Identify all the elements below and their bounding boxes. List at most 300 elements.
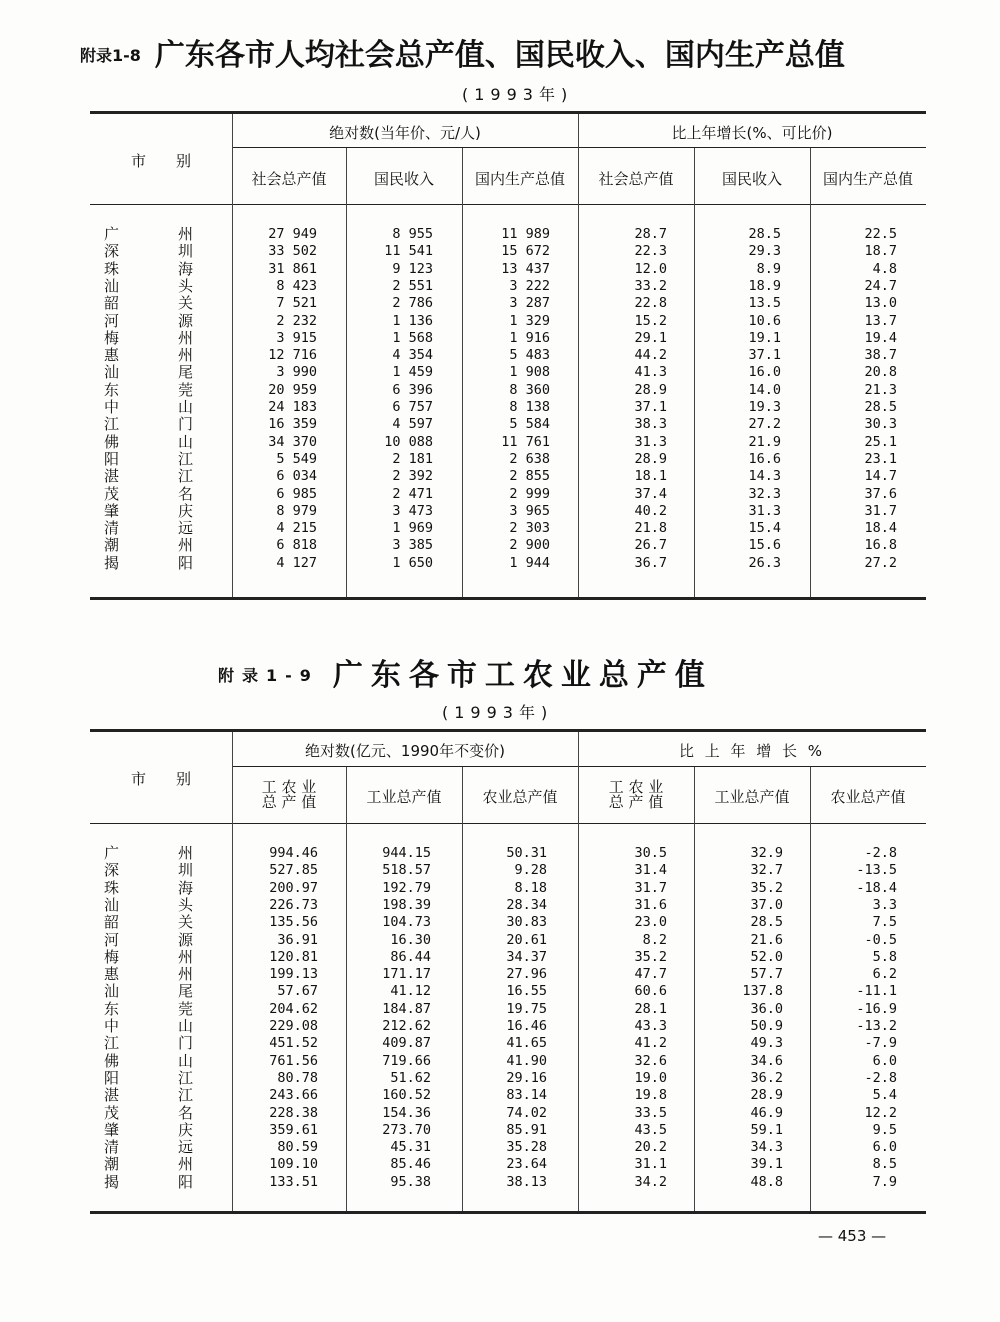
table-cell: 16 359 [268,416,317,433]
table-cell: 4 354 [392,347,433,364]
table-cell: 37.0 [750,896,783,913]
city-name-char1: 深 [104,242,120,261]
table-cell: 5.8 [872,948,897,965]
table-cell: 31.3 [748,502,781,519]
table-row [0,1174,1000,1191]
table2-group2-header: 比 上 年 增 长 % [678,742,826,760]
city-name-char2: 关 [178,294,194,313]
table-cell: 3 915 [276,329,317,346]
table-cell: 3 473 [392,502,433,519]
city-name-char1: 东 [104,380,120,399]
city-name-char1: 佛 [104,432,120,451]
table-cell: 41.90 [506,1052,547,1069]
table2-body [0,845,1000,1205]
table-cell: 198.39 [382,896,431,913]
table-row [0,914,1000,931]
city-name-char1: 清 [104,519,120,538]
table-cell: 6 985 [276,485,317,502]
table1-subtitle: (1993年) [462,85,574,104]
table-cell: 19.1 [748,329,781,346]
table-cell: 95.38 [390,1173,431,1190]
table-cell: 761.56 [269,1052,318,1069]
city-name-char1: 汕 [104,895,120,914]
table-cell: -13.2 [856,1018,897,1034]
table-cell: 199.13 [269,966,318,983]
table-cell: 104.73 [382,914,431,931]
table-row [0,1018,1000,1035]
table-cell: 22.5 [864,226,897,242]
table-cell: 5 584 [509,416,550,433]
city-name-char1: 韶 [104,913,120,932]
table-cell: 38.13 [506,1173,547,1190]
table-cell: 35.2 [750,879,783,896]
table-cell: 518.57 [382,862,431,879]
table-cell: 30.83 [506,914,547,931]
table-cell: 20.8 [864,364,897,381]
city-name-char2: 江 [178,1068,194,1087]
table2-col-header: 工业总产值 [366,788,442,806]
table-row [0,862,1000,879]
city-name-char2: 源 [178,311,194,330]
table1-city-header: 市 别 [130,152,191,170]
city-name-char1: 惠 [104,346,120,365]
table-row [0,382,1000,399]
table-cell: 45.31 [390,1139,431,1156]
table-cell: 2 855 [509,468,550,485]
table-cell: 31.6 [634,896,667,913]
table-cell: 154.36 [382,1104,431,1121]
table-cell: 7 521 [276,295,317,312]
table-cell: 2 392 [392,468,433,485]
table-cell: 19.0 [634,1069,667,1086]
table-cell: 228.38 [269,1104,318,1121]
table-cell: 28.34 [506,896,547,913]
city-name-char2: 莞 [178,999,194,1018]
table1-body [0,226,1000,586]
city-name-char2: 州 [178,844,194,862]
table-cell: 4 127 [276,554,317,571]
city-name-char2: 名 [178,484,194,503]
table-cell: 137.8 [742,983,783,1000]
table-cell: 1 916 [509,329,550,346]
city-name-char1: 佛 [104,1051,120,1070]
table-cell: 32.3 [748,485,781,502]
table-cell: 226.73 [269,896,318,913]
table2-bottom-rule [90,1211,926,1214]
table-cell: 19.3 [748,399,781,415]
city-name-char2: 阳 [178,553,194,572]
city-name-char2: 头 [178,276,194,295]
table-cell: -2.8 [864,845,897,861]
table-cell: 36.2 [750,1069,783,1086]
table-cell: 22.8 [634,295,667,312]
table2-group-rule [232,766,926,767]
table-cell: 33 502 [268,243,317,260]
table-cell: 31 861 [268,260,317,277]
city-name-char1: 河 [104,311,120,330]
table-cell: 11 989 [501,226,550,242]
table-cell: 34.2 [634,1173,667,1190]
city-name-char1: 阳 [104,1068,120,1087]
city-name-char1: 茂 [104,1103,120,1122]
table-row [0,364,1000,381]
city-name-char2: 远 [178,519,194,538]
city-name-char2: 州 [178,346,194,365]
table-cell: 6 034 [276,468,317,485]
table-cell: 12 716 [268,347,317,364]
table-cell: 35.2 [634,948,667,965]
city-name-char1: 东 [104,999,120,1018]
table-cell: 28.9 [750,1087,783,1104]
table-cell: 21.3 [864,381,897,398]
table-cell: 47.7 [634,966,667,983]
table-row [0,897,1000,914]
table-cell: 19.4 [864,329,897,346]
table-cell: 451.52 [269,1035,318,1052]
table-cell: 31.3 [634,433,667,450]
table-cell: 13 437 [501,260,550,277]
table-cell: -16.9 [856,1000,897,1017]
city-name-char1: 肇 [104,501,120,520]
table-cell: 4 215 [276,520,317,537]
table-row [0,1001,1000,1018]
table-cell: 86.44 [390,948,431,965]
city-name-char1: 汕 [104,982,120,1001]
table-row [0,966,1000,983]
table-cell: 171.17 [382,966,431,983]
city-name-char2: 门 [178,1034,194,1053]
city-name-char1: 潮 [104,536,120,555]
table-cell: 31.4 [634,862,667,879]
city-name-char1: 惠 [104,965,120,984]
table-cell: 43.3 [634,1018,667,1034]
city-name-char2: 山 [178,1017,194,1035]
table-cell: 10 088 [384,433,433,450]
city-name-char2: 尾 [178,982,194,1001]
city-name-char1: 清 [104,1138,120,1157]
table2-col-header-stacked [232,780,346,810]
table-cell: 3 965 [509,502,550,519]
table-cell: 409.87 [382,1035,431,1052]
city-name-char2: 阳 [178,1172,194,1191]
city-name-char2: 门 [178,415,194,434]
city-name-char1: 深 [104,861,120,880]
table-cell: 2 638 [509,450,550,467]
table-cell: 4.8 [872,260,897,277]
table-row [0,451,1000,468]
table-cell: 34 370 [268,433,317,450]
table1-prefix: 附录1-8 [80,46,141,65]
table-cell: 14.3 [748,468,781,485]
table-cell: 41.3 [634,364,667,381]
city-name-char1: 潮 [104,1155,120,1174]
table2-title-text: 广东各市工农业总产值 [332,658,713,693]
table-cell: 109.10 [269,1156,318,1173]
table-row [0,1105,1000,1122]
table2-city-header: 市 别 [130,770,191,788]
table-cell: 20 959 [268,381,317,398]
table2-prefix: 附录1-9 [218,666,319,685]
table-cell: 30.3 [864,416,897,433]
table-cell: 26.3 [748,554,781,571]
table-cell: 944.15 [382,845,431,861]
table-cell: 38.3 [634,416,667,433]
city-name-char1: 珠 [104,878,120,897]
table-row [0,313,1000,330]
table-row [0,434,1000,451]
table1-col-header: 国民收入 [373,170,434,188]
table-cell: -0.5 [864,931,897,948]
table-row [0,1070,1000,1087]
table-cell: 38.7 [864,347,897,364]
table-cell: 8 955 [392,226,433,242]
table-cell: 1 969 [392,520,433,537]
table1-bottom-rule [90,597,926,600]
table2-group1-header: 绝对数(亿元、1990年不变价) [305,742,505,760]
table-cell: 50.9 [750,1018,783,1034]
table2-subtitle: (1993年) [442,703,554,722]
table-cell: 8 360 [509,381,550,398]
table1-col-header: 社会总产值 [598,170,674,188]
city-name-char1: 茂 [104,484,120,503]
table-cell: 3 222 [509,277,550,294]
city-name-char2: 州 [178,225,194,243]
city-name-char2: 海 [178,878,194,897]
table-cell: 15.6 [748,537,781,554]
city-name-char1: 梅 [104,947,120,966]
table-cell: 3.3 [872,896,897,913]
table-cell: 41.2 [634,1035,667,1052]
table2-top-rule [90,729,926,732]
table1-title [80,30,845,74]
table2-col1-top: 工 农 业 [261,778,317,796]
table-cell: 204.62 [269,1000,318,1017]
table-row [0,1035,1000,1052]
table1-header-rule [90,204,926,205]
table-cell: 37.4 [634,485,667,502]
city-name-char1: 河 [104,930,120,949]
table-cell: 20.2 [634,1139,667,1156]
city-name-char2: 远 [178,1138,194,1157]
table2-col-header: 农业总产值 [482,788,558,806]
city-name-char2: 源 [178,930,194,949]
table-cell: 23.64 [506,1156,547,1173]
table-cell: 359.61 [269,1121,318,1138]
table-cell: 243.66 [269,1087,318,1104]
table-cell: 28.1 [634,1000,667,1017]
table2-col-header-stacked [578,780,694,810]
table-row [0,537,1000,554]
city-name-char2: 州 [178,536,194,555]
table-cell: 37.6 [864,485,897,502]
table1-top-rule [90,111,926,114]
table2-title [218,650,713,694]
table-cell: 10.6 [748,312,781,329]
table-row [0,468,1000,485]
table-cell: 44.2 [634,347,667,364]
table-row [0,932,1000,949]
table-cell: 5 549 [276,450,317,467]
table-cell: 43.5 [634,1121,667,1138]
table-cell: 57.7 [750,966,783,983]
table-cell: 36.7 [634,554,667,571]
city-name-char1: 阳 [104,449,120,468]
table-cell: 16.8 [864,537,897,554]
table-cell: 1 459 [392,364,433,381]
table-row [0,330,1000,347]
table-cell: 200.97 [269,879,318,896]
table-cell: 28.5 [748,226,781,242]
table-cell: 135.56 [269,914,318,931]
table-cell: 50.31 [506,845,547,861]
table-row [0,983,1000,1000]
city-name-char2: 尾 [178,363,194,382]
table-cell: 2 471 [392,485,433,502]
table-cell: 229.08 [269,1018,318,1034]
table-cell: 3 385 [392,537,433,554]
table-cell: 21.9 [748,433,781,450]
table-cell: 41.12 [390,983,431,1000]
table-cell: 8 423 [276,277,317,294]
city-name-char1: 揭 [104,1172,120,1191]
table-cell: 7.5 [872,914,897,931]
table-cell: 19.8 [634,1087,667,1104]
table-cell: 32.9 [750,845,783,861]
city-name-char1: 中 [104,1017,120,1035]
city-name-char1: 汕 [104,276,120,295]
table-row [0,243,1000,260]
table-cell: 2 303 [509,520,550,537]
table-cell: 29.1 [634,329,667,346]
table-cell: 41.65 [506,1035,547,1052]
table-cell: 2 786 [392,295,433,312]
table-cell: 25.1 [864,433,897,450]
table1-title-text: 广东各市人均社会总产值、国民收入、国内生产总值 [154,38,845,73]
table-cell: 160.52 [382,1087,431,1104]
table-cell: 15.4 [748,520,781,537]
table-cell: 21.8 [634,520,667,537]
city-name-char2: 头 [178,895,194,914]
table-cell: 27.2 [748,416,781,433]
table-cell: 212.62 [382,1018,431,1034]
table-cell: 31.7 [634,879,667,896]
table-cell: 1 136 [392,312,433,329]
table-cell: 80.78 [277,1069,318,1086]
table-cell: 18.9 [748,277,781,294]
table-cell: 30.5 [634,845,667,861]
city-name-char1: 珠 [104,259,120,278]
table-cell: 27 949 [268,226,317,242]
table-cell: 29.3 [748,243,781,260]
table-cell: 34.3 [750,1139,783,1156]
city-name-char2: 圳 [178,861,194,880]
table-cell: 1 650 [392,554,433,571]
table-cell: 1 944 [509,554,550,571]
table-cell: 8.5 [872,1156,897,1173]
table-cell: 6.2 [872,966,897,983]
table-row [0,949,1000,966]
table-cell: 14.0 [748,381,781,398]
table-cell: 8 979 [276,502,317,519]
table-cell: 120.81 [269,948,318,965]
table-row [0,416,1000,433]
city-name-char2: 莞 [178,380,194,399]
table-cell: 37.1 [634,399,667,415]
table-cell: 18.7 [864,243,897,260]
city-name-char2: 州 [178,947,194,966]
table-cell: 6.0 [872,1139,897,1156]
city-name-char1: 肇 [104,1120,120,1139]
table-cell: 8.2 [642,931,667,948]
table1-group-rule [232,147,926,148]
table-cell: 49.3 [750,1035,783,1052]
table-cell: -18.4 [856,879,897,896]
table-cell: 32.7 [750,862,783,879]
table-cell: 51.62 [390,1069,431,1086]
table-cell: 15 672 [501,243,550,260]
city-name-char2: 名 [178,1103,194,1122]
table-cell: 60.6 [634,983,667,1000]
table-row [0,503,1000,520]
table-cell: 1 329 [509,312,550,329]
table-cell: 2 181 [392,450,433,467]
table-cell: 34.6 [750,1052,783,1069]
table-cell: 11 761 [501,433,550,450]
table-cell: 8 138 [509,399,550,415]
city-name-char2: 山 [178,398,194,416]
city-name-char1: 广 [104,844,120,862]
city-name-char2: 州 [178,965,194,984]
table-cell: 13.0 [864,295,897,312]
city-name-char1: 中 [104,398,120,416]
table-cell: 1 568 [392,329,433,346]
table-cell: 2 999 [509,485,550,502]
table-row [0,880,1000,897]
table-row [0,1156,1000,1173]
table-cell: 31.7 [864,502,897,519]
table-cell: 57.67 [277,983,318,1000]
table-cell: 40.2 [634,502,667,519]
table-cell: 184.87 [382,1000,431,1017]
table-cell: 11 541 [384,243,433,260]
table-cell: 12.0 [634,260,667,277]
table1-col-header: 国内生产总值 [822,170,913,188]
table-cell: 31.1 [634,1156,667,1173]
table-cell: 23.1 [864,450,897,467]
table2-col-header: 农业总产值 [830,788,906,806]
table-cell: 3 287 [509,295,550,312]
table-cell: 719.66 [382,1052,431,1069]
table1-col-header: 国民收入 [721,170,782,188]
city-name-char2: 海 [178,259,194,278]
table-cell: 9 123 [392,260,433,277]
table-cell: 85.46 [390,1156,431,1173]
table-cell: 5.4 [872,1087,897,1104]
table-row [0,1122,1000,1139]
city-name-char1: 江 [104,415,120,434]
city-name-char2: 江 [178,449,194,468]
table-cell: 39.1 [750,1156,783,1173]
table-cell: 192.79 [382,879,431,896]
table2-header-rule [90,823,926,824]
table-row [0,486,1000,503]
page-number: — 453 — [818,1227,887,1245]
table-cell: 14.7 [864,468,897,485]
city-name-char2: 山 [178,432,194,451]
city-name-char1: 江 [104,1034,120,1053]
table-cell: -11.1 [856,983,897,1000]
table-cell: 6.0 [872,1052,897,1069]
